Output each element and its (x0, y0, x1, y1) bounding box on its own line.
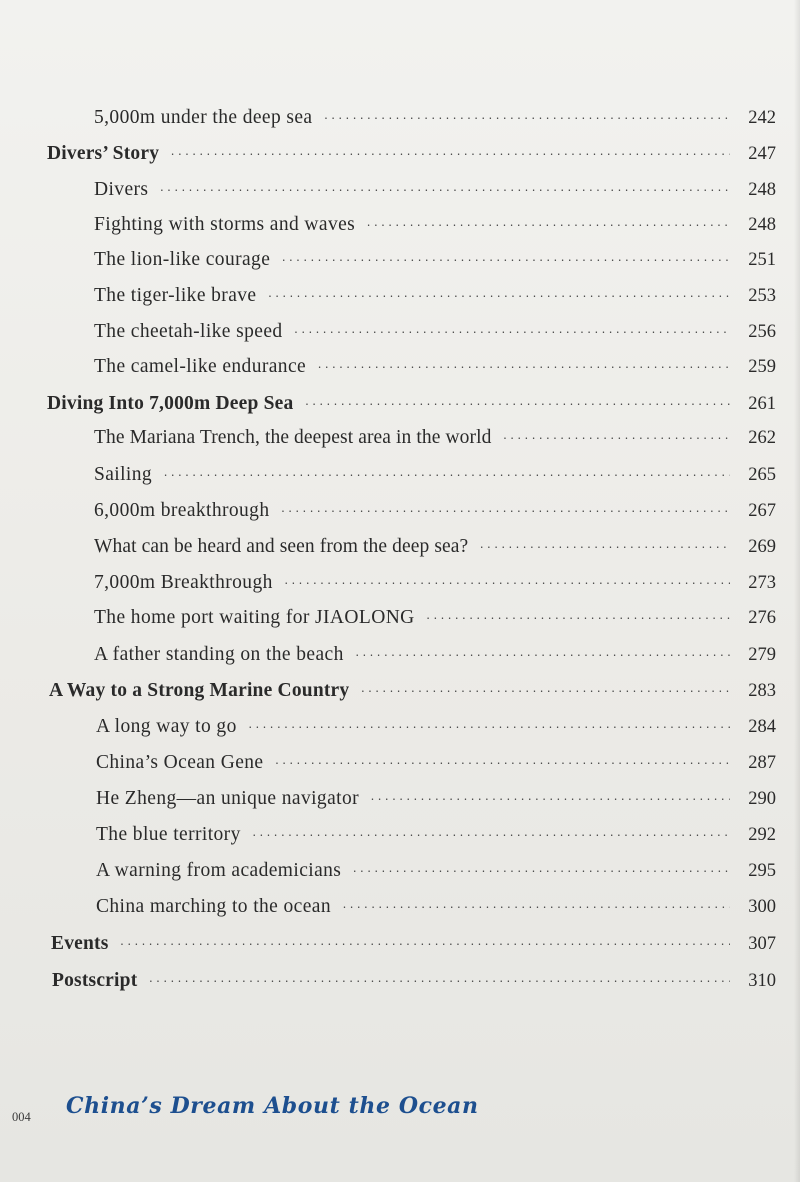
toc-entry-title: A warning from academicians (96, 860, 342, 881)
toc-entry-page: 253 (748, 286, 776, 306)
toc-entry-page: 256 (748, 322, 776, 342)
toc-entry-page: 307 (748, 934, 776, 954)
toc-entry-title: 5,000m under the deep sea (94, 107, 313, 128)
toc-entry-page: 265 (748, 465, 776, 485)
dot-leader (353, 855, 730, 887)
toc-entry-title: The lion-like courage (94, 249, 271, 270)
toc-entry-page: 262 (748, 428, 776, 448)
toc-entry-page: 251 (748, 250, 776, 270)
toc-entry[interactable] (94, 423, 776, 453)
dot-leader (268, 280, 730, 312)
toc-entry-title: Postscript (52, 970, 138, 991)
dot-leader (503, 422, 730, 454)
dot-leader (171, 138, 730, 170)
dot-leader (249, 711, 730, 743)
dot-leader (295, 316, 730, 348)
toc-entry-title: The cheetah-like speed (94, 321, 283, 342)
toc-entry-title: The Mariana Trench, the deepest area in the world (94, 427, 492, 448)
toc-entry-title: Sailing (94, 464, 153, 485)
dot-leader (480, 531, 730, 563)
dot-leader (285, 567, 730, 599)
toc-entry[interactable] (52, 966, 776, 996)
dot-leader (305, 388, 730, 420)
toc-entry-page: 269 (748, 537, 776, 557)
dot-leader (318, 351, 730, 383)
toc-entry-page: 267 (748, 501, 776, 521)
toc-entry-page: 284 (748, 717, 776, 737)
toc-entry[interactable] (51, 929, 776, 959)
toc-entry-title: Events (51, 933, 109, 954)
toc-entry-title: He Zheng—an unique navigator (96, 788, 359, 809)
toc-entry-title: Fighting with storms and waves (94, 214, 356, 235)
toc-entry[interactable] (94, 532, 776, 562)
toc-entry[interactable] (96, 784, 776, 814)
toc-entry[interactable] (96, 748, 776, 778)
toc-entry-page: 290 (748, 789, 776, 809)
toc-entry[interactable] (96, 820, 776, 850)
toc-entry[interactable] (94, 640, 776, 670)
toc-entry-page: 300 (748, 897, 776, 917)
dot-leader (121, 928, 730, 960)
toc-entry-page: 295 (748, 861, 776, 881)
toc-entry-page: 276 (748, 608, 776, 628)
toc-entry[interactable] (94, 317, 776, 347)
toc-entry-title: Diving Into 7,000m Deep Sea (47, 393, 294, 414)
toc-entry-page: 247 (748, 144, 776, 164)
toc-entry-title: A father standing on the beach (94, 644, 344, 665)
toc-entry-page: 242 (748, 108, 776, 128)
toc-entry[interactable] (94, 568, 776, 598)
toc-entry[interactable] (49, 676, 776, 706)
toc-entry[interactable] (94, 245, 776, 275)
toc-entry[interactable] (94, 603, 776, 633)
toc-entry[interactable] (94, 352, 776, 382)
toc-entry-title: A long way to go (96, 716, 237, 737)
toc-entry-title: China’s Ocean Gene (96, 752, 264, 773)
footer-book-title: China’s Dream About the Ocean (66, 1093, 479, 1119)
toc-entry-page: 292 (748, 825, 776, 845)
dot-leader (371, 783, 730, 815)
dot-leader (361, 675, 730, 707)
toc-entry-title: A Way to a Strong Marine Country (49, 680, 350, 701)
toc-entry-title: The home port waiting for JIAOLONG (94, 607, 415, 628)
toc-entry-page: 273 (748, 573, 776, 593)
toc-entry-title: The blue territory (96, 824, 241, 845)
toc-entry[interactable] (96, 892, 776, 922)
toc-entry[interactable] (94, 175, 776, 205)
dot-leader (281, 495, 730, 527)
toc-entry[interactable] (96, 856, 776, 886)
toc-entry-page: 259 (748, 357, 776, 377)
toc-entry-page: 287 (748, 753, 776, 773)
dot-leader (367, 209, 730, 241)
toc-entry-page: 261 (748, 394, 776, 414)
toc-entry-title: 7,000m Breakthrough (94, 572, 273, 593)
toc-entry-page: 248 (748, 215, 776, 235)
dot-leader (149, 965, 730, 997)
toc-entry-title: The camel-like endurance (94, 356, 307, 377)
toc-entry[interactable] (94, 496, 776, 526)
dot-leader (324, 102, 730, 134)
footer-page-number: 004 (12, 1110, 31, 1124)
toc-entry-page: 283 (748, 681, 776, 701)
toc-entry-title: What can be heard and seen from the deep sea? (94, 536, 469, 557)
toc-entry[interactable] (96, 712, 776, 742)
toc-entry-title: China marching to the ocean (96, 896, 331, 917)
dot-leader (253, 819, 730, 851)
dot-leader (275, 747, 730, 779)
toc-entry-page: 279 (748, 645, 776, 665)
toc-entry-title: Divers (94, 179, 149, 200)
dot-leader (164, 459, 730, 491)
toc-entry[interactable] (94, 210, 776, 240)
toc-entry-page: 248 (748, 180, 776, 200)
toc-entry[interactable] (47, 389, 776, 419)
toc-entry-page: 310 (748, 971, 776, 991)
toc-entry-title: The tiger-like brave (94, 285, 257, 306)
toc-entry[interactable] (94, 103, 776, 133)
toc-entry-title: Divers’ Story (47, 143, 160, 164)
dot-leader (282, 244, 730, 276)
dot-leader (343, 891, 730, 923)
toc-entry-title: 6,000m breakthrough (94, 500, 270, 521)
dot-leader (427, 602, 730, 634)
toc-entry[interactable] (94, 460, 776, 490)
toc-entry[interactable] (94, 281, 776, 311)
dot-leader (356, 639, 730, 671)
dot-leader (160, 174, 730, 206)
toc-entry[interactable] (47, 139, 776, 169)
